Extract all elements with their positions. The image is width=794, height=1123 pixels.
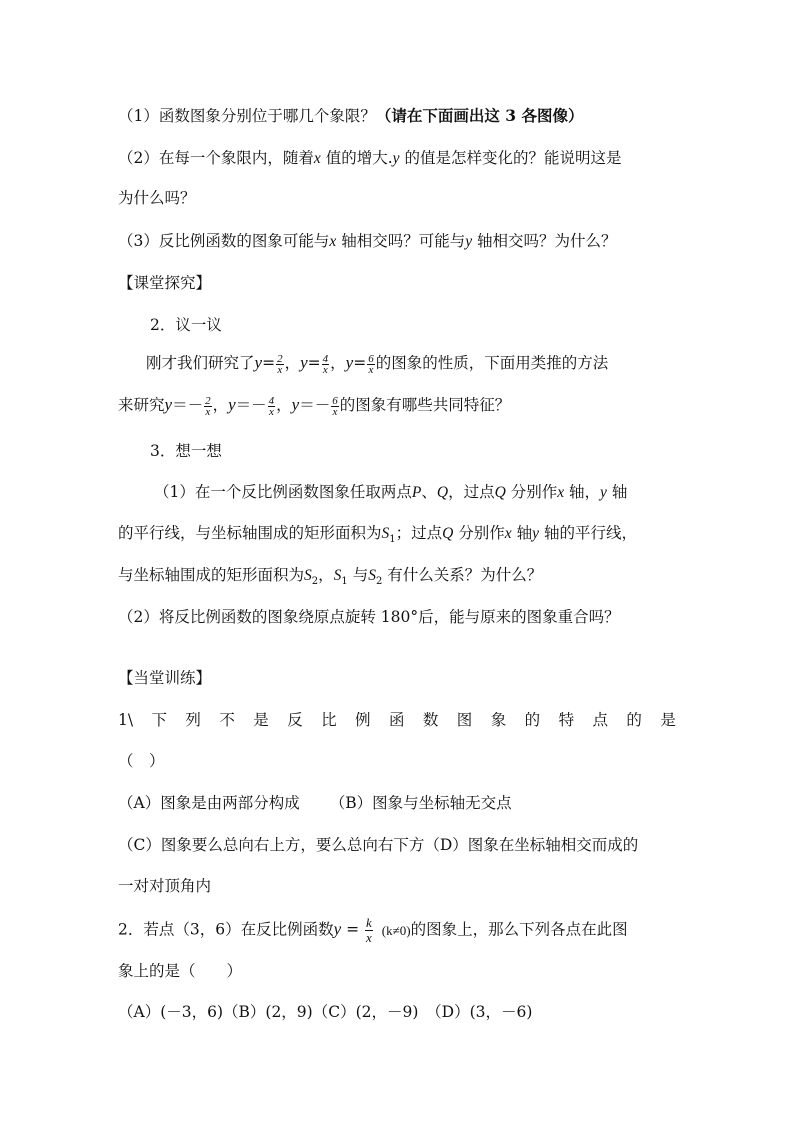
think-text: 轴， [564,483,601,501]
var-y: y [392,150,400,167]
p1-char: 数 [422,711,439,729]
area-S: S [304,567,312,584]
eq-sign: = [307,354,321,372]
think-text: （1）在一个反比例函数图象任取两点 [154,483,412,501]
point-Q: Q [442,525,454,542]
eq-sign: = [353,354,367,372]
numerator: 4 [322,352,329,365]
var-x: x [504,525,512,542]
fraction-k-over-x [365,916,373,945]
q2-text-b: 值的增大. [320,149,393,167]
area-S: S [381,525,390,542]
fraction-4-over-x [322,354,330,375]
think-text: 轴的平行线， [539,524,637,542]
p1-char: 不 [219,711,235,729]
p1-char: 下 [151,711,168,729]
var-x: x [329,233,337,250]
p1-char: 的 [524,711,541,729]
discuss-line-2 [118,394,510,417]
discuss-tail-2: 的图象有哪些共同特征？ [339,396,511,414]
discuss-lead: 刚才我们研究了 [146,354,255,372]
denominator: x [365,930,372,945]
p1-char: 特 [558,711,575,729]
think-text: 与 [347,566,369,584]
numerator: 6 [332,394,338,407]
numerator: 6 [368,352,374,365]
p1-char: 例 [355,711,371,729]
denominator: x [332,405,338,418]
denominator: x [268,405,274,418]
eq-neg-sign: ＝－ [172,396,204,414]
eq-y: y [345,353,354,372]
think-text: 轴 [606,483,628,501]
practice-2-question [118,916,628,945]
denominator: x [368,363,374,376]
p1-char: 比 [321,711,337,729]
think-text: ，过点 [448,483,495,501]
discuss-tail-1: 的图象的性质，下面用类推的方法 [375,354,609,372]
q1-text: （1）函数图象分别位于哪几个象限？ [118,107,376,125]
think-text: 的平行线，与坐标轴围成的矩形面积为 [118,524,382,542]
point-P: P [411,484,422,501]
practice-1-options-CD: （C）图象要么总向右上方，要么总向右下方（D）图象在坐标轴相交而成的 [118,836,639,854]
question-1 [118,105,583,127]
eq-y: y [300,353,308,372]
p1-char: 的 [626,711,642,729]
eq-y: y [164,395,173,414]
fraction-2-over-x [276,354,284,375]
p2-text: 的图象上，那么下列各点在此图 [410,920,628,939]
p1-char: 1\ [118,711,134,729]
numerator: 2 [277,352,283,365]
condition-k-nonzero: (k≠0) [381,922,411,938]
fraction-4-over-x [268,396,276,417]
point-Q: Q [494,484,506,501]
comma: ， [276,396,292,414]
fraction-6-over-x [331,396,339,417]
think-line-3 [118,564,542,593]
subscript-2: 2 [311,576,319,588]
numerator: 2 [205,394,211,407]
denominator: x [322,363,328,376]
think-text: 分别作 [453,524,505,542]
eq-sign: = [262,354,276,372]
p1-char: 是 [253,711,269,729]
practice-1-answer-paren: （ ） [118,752,165,770]
think-line-1 [154,481,627,504]
eq-y: y [291,395,300,414]
q3-text-b: 轴相交吗？可能与 [336,232,466,250]
fraction-6-over-x [367,354,375,375]
think-line-4: （2）将反比例函数的图象绕原点旋转 180°后，能与原来的图象重合吗？ [118,608,620,626]
item-2-title: 2．议一议 [150,316,222,334]
point-Q: Q [436,484,449,501]
think-text: 有什么关系？为什么？ [382,566,543,584]
p1-char: 列 [185,711,201,729]
think-text: ， [318,566,334,584]
p1-char: 是 [660,711,676,729]
area-S: S [333,567,342,584]
var-y: y [532,525,540,542]
think-text: 分别作 [505,483,558,501]
option-A: （A）图象是由两部分构成 [118,794,300,812]
numerator: k [365,915,372,930]
p1-char: 函 [388,711,405,729]
p1-char: 象 [490,711,507,729]
p2-text: 2．若点（3，6）在反比例函数 [118,920,334,939]
think-text: 与坐标轴围成的矩形面积为 [118,566,305,584]
comma: ， [212,396,229,414]
eq-neg-sign: ＝－ [235,396,267,414]
numerator: 4 [268,394,275,407]
p1-char: 点 [592,711,608,729]
eq-y: y [228,395,236,414]
option-B: （B）图象与坐标轴无交点 [329,794,512,812]
eq-y: y [254,353,263,372]
practice-1-options-CD-line2: 一对对顶角内 [118,877,212,895]
comma: ， [284,354,301,372]
comma: ， [330,354,346,372]
eq-neg-sign: ＝－ [299,396,331,414]
section-heading-practice: 【当堂训练】 [118,669,212,687]
question-2 [118,147,621,170]
discuss-line-1 [146,352,608,375]
question-2-line2: 为什么吗？ [118,189,196,207]
eq-y: y [333,919,342,939]
think-text: ；过点 [395,524,443,542]
q2-text-a: （2）在每一个象限内，随着 [118,149,314,167]
p1-char: 图 [456,711,473,729]
q3-text-a: （3）反比例函数的图象可能与 [118,232,330,250]
discuss-lead-2: 来研究 [118,396,165,414]
think-text: 轴 [511,524,533,542]
section-heading-explore: 【课堂探究】 [118,274,212,292]
question-3 [118,230,617,253]
subscript-1: 1 [341,576,348,588]
var-x: x [313,150,321,167]
denominator: x [277,363,283,376]
var-y: y [600,484,607,501]
practice-2-options: （A）(－3，6)（B）(2，9)（C）(2，－9) （D）(3，－6) [118,1003,533,1021]
q1-bold-instruction: （请在下面画出这 3 各图像） [375,106,584,125]
think-line-2 [118,522,637,551]
subscript-1: 1 [389,534,396,546]
practice-2-line2: 象上的是（ ） [118,962,243,980]
p1-char: 反 [287,711,303,729]
practice-1-options-AB [118,792,512,814]
practice-1-question [118,709,676,731]
item-3-title: 3．想一想 [150,442,222,460]
area-S: S [368,567,376,584]
denominator: x [205,405,211,418]
var-y: y [465,233,473,250]
q3-text-c: 轴相交吗？为什么？ [472,232,617,250]
subscript-2: 2 [375,576,383,588]
var-x: x [557,484,565,501]
separator: 、 [421,483,437,501]
fraction-2-over-x [204,396,212,417]
eq-sign: = [341,920,364,939]
q2-text-c: 的值是怎样变化的？能说明这是 [399,149,622,167]
